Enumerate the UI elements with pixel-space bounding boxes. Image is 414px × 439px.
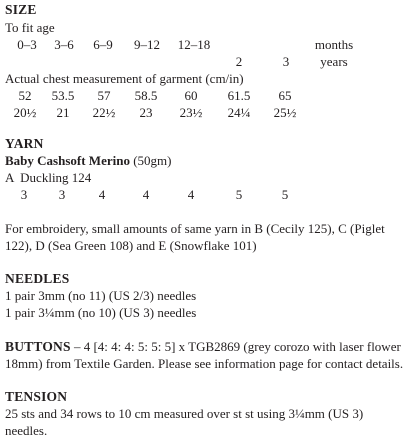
age-range: 0–3 <box>17 37 37 52</box>
embroidery-line-2: 122), D (Sea Green 108) and E (Snowflake 101) <box>5 238 257 253</box>
yarn-heading: YARN <box>5 136 44 151</box>
yarn-quantity: 5 <box>281 187 289 202</box>
yarn-color: A Duckling 124 <box>5 170 92 185</box>
needles-line-1: 1 pair 3mm (no 11) (US 2/3) needles <box>5 288 197 303</box>
chest-cm-value: 52 <box>18 88 32 103</box>
chest-in-value: 21 <box>56 105 70 120</box>
chest-measurement-label: Actual chest measurement of garment (cm/in) <box>5 71 244 86</box>
yarn-quantity: 4 <box>98 187 106 202</box>
year-value: 3 <box>282 54 290 69</box>
age-range: 12–18 <box>177 37 211 52</box>
age-range: 6–9 <box>93 37 113 52</box>
yarn-quantity: 4 <box>142 187 150 202</box>
to-fit-age-label: To fit age <box>5 20 55 35</box>
chest-in-value: 25½ <box>273 105 297 120</box>
needles-heading: NEEDLES <box>5 271 70 286</box>
yarn-quantity: 4 <box>187 187 195 202</box>
buttons-line-1 <box>5 339 401 355</box>
age-range: 9–12 <box>134 37 160 52</box>
chest-cm-value: 53.5 <box>51 88 75 103</box>
chest-in-value: 23½ <box>179 105 203 120</box>
yarn-name: Baby Cashsoft Merino <box>5 153 130 168</box>
months-label: months <box>314 37 354 52</box>
chest-cm-value: 65 <box>278 88 292 103</box>
size-heading: SIZE <box>5 2 37 17</box>
chest-in-value: 22½ <box>92 105 116 120</box>
chest-cm-value: 60 <box>184 88 198 103</box>
years-label: years <box>320 54 348 69</box>
chest-in-value: 23 <box>139 105 153 120</box>
chest-in-value: 20½ <box>13 105 37 120</box>
chest-in-value: 24¼ <box>227 105 251 120</box>
chest-cm-value: 57 <box>97 88 111 103</box>
chest-cm-value: 58.5 <box>134 88 158 103</box>
yarn-quantity: 3 <box>58 187 66 202</box>
year-value: 2 <box>235 54 243 69</box>
buttons-text: – 4 [4: 4: 4: 5: 5: 5] x TGB2869 (grey corozo with laser flower <box>70 339 401 354</box>
age-range-row <box>0 37 414 53</box>
chest-cm-row <box>0 88 414 104</box>
year-row <box>0 54 414 70</box>
age-range: 3–6 <box>54 37 74 52</box>
buttons-heading: BUTTONS <box>5 339 71 354</box>
tension-line-2: needles. <box>5 423 48 438</box>
yarn-weight: (50gm) <box>133 153 172 168</box>
chest-cm-value: 61.5 <box>227 88 251 103</box>
tension-line-1: 25 sts and 34 rows to 10 cm measured over st st using 3¼mm (US 3) <box>5 406 364 421</box>
buttons-line-2: 18mm) from Textile Garden. Please see information page for contact details. <box>5 356 404 371</box>
embroidery-line-1: For embroidery, small amounts of same yarn in B (Cecily 125), C (Piglet <box>5 221 385 236</box>
yarn-quantity: 3 <box>20 187 28 202</box>
yarn-quantity-row <box>0 187 414 203</box>
needles-line-2: 1 pair 3¼mm (no 10) (US 3) needles <box>5 305 197 320</box>
yarn-quantity: 5 <box>235 187 243 202</box>
tension-heading: TENSION <box>5 389 68 404</box>
chest-in-row <box>0 105 414 121</box>
yarn-name-line <box>5 153 171 169</box>
